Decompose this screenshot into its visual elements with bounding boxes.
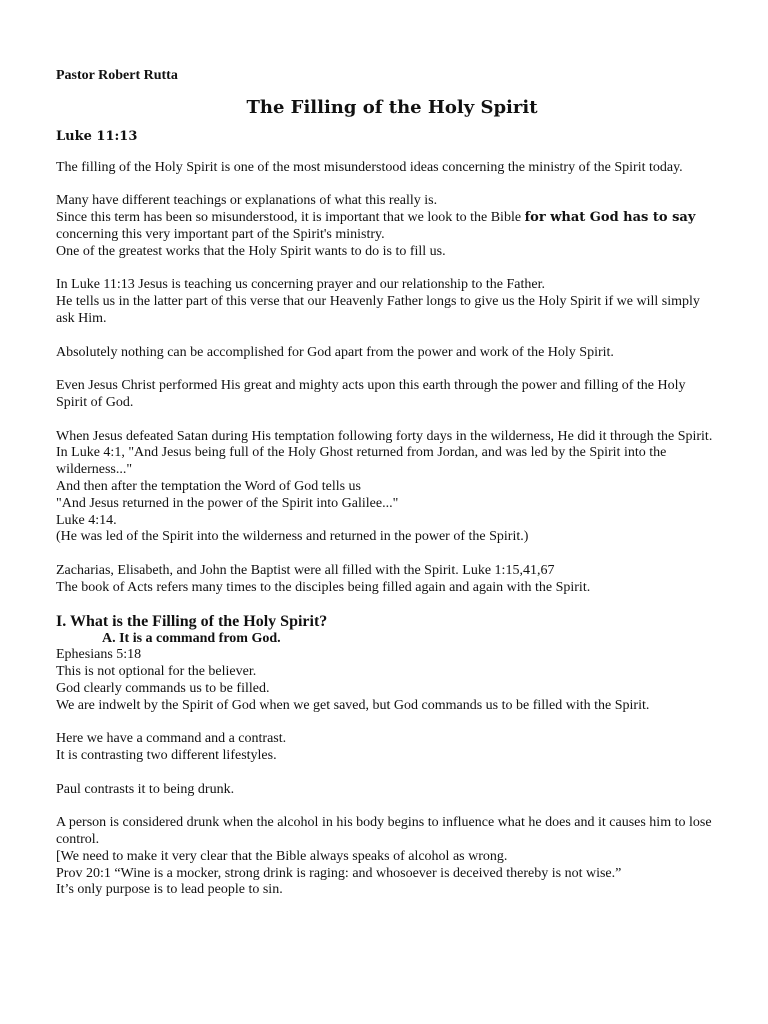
document-page	[56, 68, 718, 899]
paragraph: One of the greatest works that the Holy Spirit wants to do is to fill us.	[56, 243, 446, 259]
paragraph: (He was led of the Spirit into the wilderness and returned in the power of the Spirit.)	[56, 529, 529, 545]
paragraph: Paul contrasts it to being drunk.	[56, 781, 235, 797]
paragraph: We are indwelt by the Spirit of God when we get saved, but God commands us to be filled with the Spirit.	[56, 697, 650, 713]
paragraph: It is contrasting two different lifestyles.	[56, 748, 277, 764]
paragraph: Absolutely nothing can be accomplished for God apart from the power and work of the Holy Spirit.	[56, 344, 614, 360]
paragraph: [We need to make it very clear that the Bible always speaks of alcohol as wrong.	[56, 848, 508, 864]
paragraph: The filling of the Holy Spirit is one of the most misunderstood ideas concerning the ministry of the Spirit today.	[56, 159, 683, 175]
paragraph: "And Jesus returned in the power of the Spirit into Galilee..."	[56, 495, 399, 511]
paragraph: This is not optional for the believer.	[56, 664, 257, 680]
bold-text: for what God has to say	[524, 210, 696, 226]
paragraph: A person is considered drunk when the alcohol in his body begins to influence what he does and it causes him to lose control.	[56, 815, 712, 848]
paragraph: Even Jesus Christ performed His great and mighty acts upon this earth through the power and filling of the Holy Spirit of God.	[56, 378, 686, 410]
author-name: Pastor Robert Rutta	[56, 68, 178, 83]
paragraph: Zacharias, Elisabeth, and John the Baptist were all filled with the Spirit. Luke 1:15,41,67	[56, 562, 555, 578]
section-heading: I. What is the Filling of the Holy Spirit?	[56, 612, 328, 630]
section-subheading: A. It is a command from God.	[102, 630, 281, 646]
paragraph: Here we have a command and a contrast.	[56, 731, 287, 747]
paragraph: He tells us in the latter part of this verse that our Heavenly Father longs to give us the Holy Spirit if we will simply ask Him.	[56, 294, 700, 326]
paragraph: In Luke 4:1, "And Jesus being full of the Holy Ghost returned from Jordan, and was led by the Spirit into the wilderness..."	[56, 445, 667, 478]
paragraph: It’s only purpose is to lead people to sin.	[56, 882, 283, 898]
paragraph: Many have different teachings or explanations of what this really is.	[56, 193, 438, 209]
paragraph: In Luke 11:13 Jesus is teaching us concerning prayer and our relationship to the Father.	[56, 277, 545, 293]
paragraph	[56, 210, 718, 244]
paragraph: Ephesians 5:18	[56, 647, 142, 663]
paragraph: Prov 20:1 “Wine is a mocker, strong drink is raging: and whosoever is deceived thereby is not wise.”	[56, 865, 622, 881]
page-title: The Filling of the Holy Spirit	[246, 96, 538, 118]
text-span: concerning this very important part of the Spirit's ministry.	[56, 226, 385, 242]
text-span: Since this term has been so misunderstood, it is important that we look to the Bible	[56, 210, 525, 226]
scripture-reference: Luke 11:13	[56, 128, 138, 144]
paragraph: Luke 4:14.	[56, 512, 117, 528]
paragraph: The book of Acts refers many times to the disciples being filled again and again with the Spirit.	[56, 579, 591, 595]
paragraph: And then after the temptation the Word of God tells us	[56, 478, 361, 494]
paragraph: God clearly commands us to be filled.	[56, 680, 270, 696]
paragraph: When Jesus defeated Satan during His temptation following forty days in the wilderness, He did it through the Spirit.	[56, 428, 713, 444]
